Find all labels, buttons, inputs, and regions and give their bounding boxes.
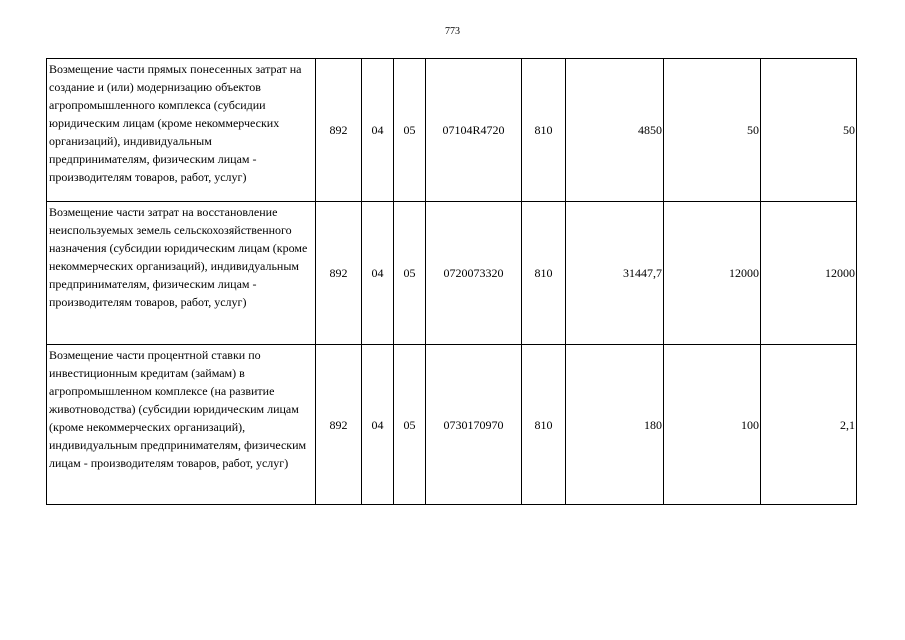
budget-table	[46, 58, 857, 505]
sum-year-2: 12000	[664, 202, 761, 345]
sum-year-2: 50	[664, 59, 761, 202]
table-row	[47, 345, 857, 505]
sum-year-3: 50	[761, 59, 857, 202]
page-number: 773	[445, 26, 460, 37]
expense-type-code: 810	[522, 59, 566, 202]
subsection-code: 05	[394, 59, 426, 202]
expense-type-code: 810	[522, 202, 566, 345]
sum-year-3: 2,1	[761, 345, 857, 505]
table-row	[47, 59, 857, 202]
row-description: Возмещение части затрат на восстановление неиспользуемых земель сельскохозяйственного назначения (субсидии юридическим лицам (кроме некоммерческих организаций), индивидуальным предпринимателям, физическим лицам - производителям товаров, работ, услуг)	[47, 202, 316, 345]
table-row	[47, 202, 857, 345]
grbs-code: 892	[316, 59, 362, 202]
expense-type-code: 810	[522, 345, 566, 505]
section-code: 04	[362, 59, 394, 202]
sum-year-3: 12000	[761, 202, 857, 345]
grbs-code: 892	[316, 345, 362, 505]
sum-year-1: 180	[566, 345, 664, 505]
grbs-code: 892	[316, 202, 362, 345]
sum-year-1: 31447,7	[566, 202, 664, 345]
subsection-code: 05	[394, 345, 426, 505]
target-article-code: 0730170970	[426, 345, 522, 505]
subsection-code: 05	[394, 202, 426, 345]
sum-year-2: 100	[664, 345, 761, 505]
row-description: Возмещение части прямых понесенных затрат на создание и (или) модернизацию объектов агропромышленного комплекса (субсидии юридическим лицам (кроме некоммерческих организаций), индивидуальным предпринимателям, физическим лицам - производителям товаров, работ, услуг)	[47, 59, 316, 202]
section-code: 04	[362, 202, 394, 345]
target-article-code: 0720073320	[426, 202, 522, 345]
target-article-code: 07104R4720	[426, 59, 522, 202]
section-code: 04	[362, 345, 394, 505]
row-description: Возмещение части процентной ставки по инвестиционным кредитам (займам) в агропромышленном комплексе (на развитие животноводства) (субсидии юридическим лицам (кроме некоммерческих организаций), индивидуальным предпринимателям, физическим лицам - производителям товаров, работ, услуг)	[47, 345, 316, 505]
sum-year-1: 4850	[566, 59, 664, 202]
